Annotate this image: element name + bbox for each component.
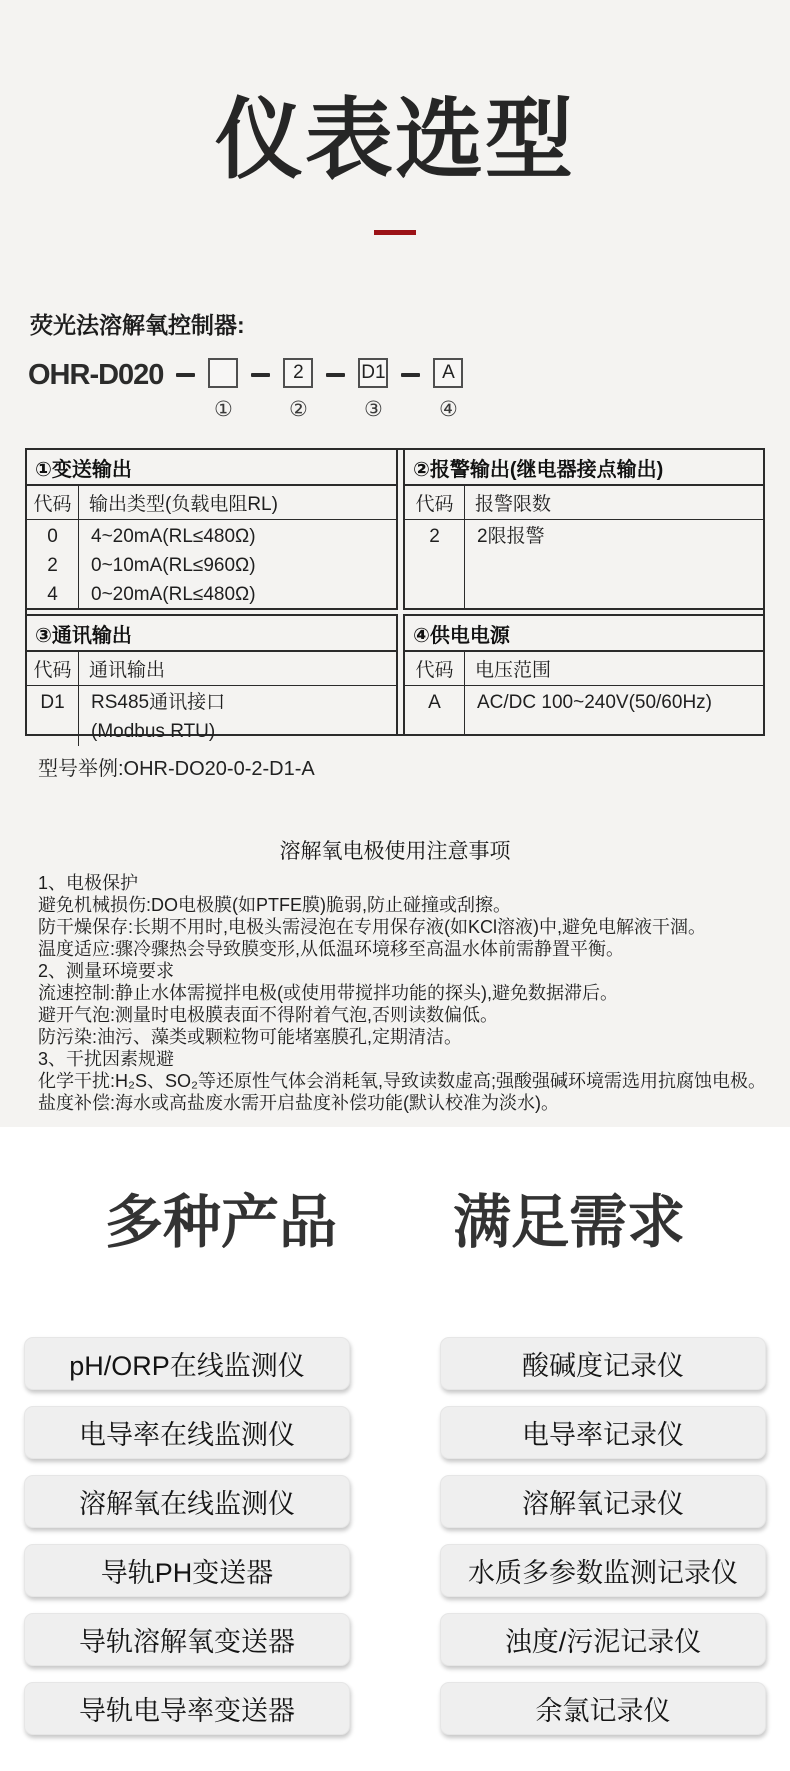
col-header-code: 代码 <box>27 652 79 685</box>
product-button-dissolved-oxygen-recorder[interactable]: 溶解氧记录仪 <box>440 1475 766 1528</box>
notes-line: 防污染:油污、藻类或颗粒物可能堵塞膜孔,定期清洁。 <box>38 1027 462 1047</box>
col-header-desc: 输出类型(负载电阻RL) <box>89 494 278 515</box>
spec-section-power-supply <box>403 614 763 734</box>
spec-section-alarm-output <box>403 450 763 610</box>
col-header-code: 代码 <box>405 652 465 685</box>
product-button-ph-orp-monitor[interactable]: pH/ORP在线监测仪 <box>24 1337 350 1390</box>
notes-body <box>38 872 766 1114</box>
value-cell: RS485通讯接口 <box>91 692 226 713</box>
code-cell: 2 <box>47 555 58 576</box>
notes-line: 防干燥保存:长期不用时,电极头需浸泡在专用保存液(如KCl溶液)中,避免电解液干涸。 <box>38 917 706 937</box>
model-code-box-3: D1 <box>358 358 388 388</box>
dash-separator-icon <box>251 373 270 377</box>
product-button-rail-ph-transmitter[interactable]: 导轨PH变送器 <box>24 1544 350 1597</box>
spec-table <box>25 448 765 742</box>
model-code-box-1 <box>208 358 238 388</box>
dash-separator-icon <box>401 373 420 377</box>
notes-line: 化学干扰:H₂S、SO₂等还原性气体会消耗氧,导致读数虚高;强酸强碱环境需选用抗腐蚀电极。 <box>38 1071 766 1091</box>
table-body <box>405 686 763 734</box>
column-header-row <box>27 486 396 520</box>
product-button-acidity-recorder[interactable]: 酸碱度记录仪 <box>440 1337 766 1390</box>
product-button-dissolved-oxygen-monitor[interactable]: 溶解氧在线监测仪 <box>24 1475 350 1528</box>
accent-underline <box>374 230 416 235</box>
code-cell: 0 <box>47 526 58 547</box>
product-button-residual-chlorine-recorder[interactable]: 余氯记录仪 <box>440 1682 766 1735</box>
col-header-code: 代码 <box>27 486 79 519</box>
page-title: 仪表选型 <box>214 90 575 189</box>
position-number-4: ④ <box>439 398 458 421</box>
product-button-conductivity-monitor[interactable]: 电导率在线监测仪 <box>24 1406 350 1459</box>
value-cell: (Modbus RTU) <box>91 721 216 742</box>
value-column <box>465 686 763 734</box>
section-title: ②报警输出(继电器接点输出) <box>405 450 763 486</box>
value-cell: 4~20mA(RL≤480Ω) <box>91 526 256 547</box>
col-header-code: 代码 <box>405 486 465 519</box>
column-header-row <box>27 652 396 686</box>
column-header-row <box>405 486 763 520</box>
notes-line: 3、干扰因素规避 <box>38 1049 175 1069</box>
position-number-1: ① <box>214 398 233 421</box>
table-body <box>27 520 396 609</box>
notes-line: 流速控制:静止水体需搅拌电极(或使用带搅拌功能的探头),避免数据滞后。 <box>38 983 618 1003</box>
section-title: ④供电电源 <box>405 616 763 652</box>
code-column <box>27 520 79 609</box>
col-header-desc: 电压范围 <box>475 660 552 681</box>
notes-line: 2、测量环境要求 <box>38 961 175 981</box>
notes-heading: 溶解氧电极使用注意事项 <box>279 840 511 863</box>
col-header-desc: 通讯输出 <box>89 660 166 681</box>
value-cell: AC/DC 100~240V(50/60Hz) <box>477 692 712 713</box>
model-example: 型号举例:OHR-DO20-0-2-D1-A <box>38 758 315 780</box>
dash-separator-icon <box>176 373 195 377</box>
notes-line: 1、电极保护 <box>38 873 139 893</box>
code-cell: 2 <box>429 526 440 547</box>
model-code-segment-4 <box>433 358 463 422</box>
product-button-multiparameter-recorder[interactable]: 水质多参数监测记录仪 <box>440 1544 766 1597</box>
product-button-rail-do-transmitter[interactable]: 导轨溶解氧变送器 <box>24 1613 350 1666</box>
notes-line: 温度适应:骤冷骤热会导致膜变形,从低温环境移至高温水体前需静置平衡。 <box>38 939 624 959</box>
model-code-line <box>28 358 790 422</box>
position-number-3: ③ <box>364 398 383 421</box>
model-code-prefix: OHR-D020 <box>28 359 164 391</box>
model-code-segment-3 <box>358 358 388 422</box>
position-number-2: ② <box>289 398 308 421</box>
col-header-desc: 报警限数 <box>475 494 552 515</box>
product-button-conductivity-recorder[interactable]: 电导率记录仪 <box>440 1406 766 1459</box>
model-code-box-2: 2 <box>283 358 313 388</box>
value-column <box>79 686 396 746</box>
value-cell: 0~20mA(RL≤480Ω) <box>91 584 256 605</box>
products-section <box>0 1127 790 1771</box>
notes-line: 避开气泡:测量时电极膜表面不得附着气泡,否则读数偏低。 <box>38 1005 498 1025</box>
table-body <box>405 520 763 608</box>
value-cell: 0~10mA(RL≤960Ω) <box>91 555 256 576</box>
notes-line: 避免机械损伤:DO电极膜(如PTFE膜)脆弱,防止碰撞或刮擦。 <box>38 895 511 915</box>
value-cell: 2限报警 <box>477 526 545 547</box>
code-column <box>27 686 79 746</box>
spec-section-transmit-output <box>27 450 398 610</box>
product-button-rail-conductivity-transmitter[interactable]: 导轨电导率变送器 <box>24 1682 350 1735</box>
code-cell: D1 <box>40 692 65 713</box>
spec-section-comm-output <box>27 614 398 742</box>
table-body <box>27 686 396 746</box>
notes-line: 盐度补偿:海水或高盐废水需开启盐度补偿功能(默认校准为淡水)。 <box>38 1093 559 1113</box>
model-code-segment-2 <box>283 358 313 422</box>
product-family-label: 荧光法溶解氧控制器: <box>30 312 245 338</box>
model-code-segment-1 <box>208 358 238 422</box>
dash-separator-icon <box>326 373 345 377</box>
model-code-box-4: A <box>433 358 463 388</box>
code-cell: 4 <box>47 584 58 605</box>
value-column <box>465 520 763 608</box>
value-column <box>79 520 396 609</box>
product-button-turbidity-sludge-recorder[interactable]: 浊度/污泥记录仪 <box>440 1613 766 1666</box>
code-column <box>405 520 465 608</box>
section-title: ③通讯输出 <box>27 616 396 652</box>
code-column <box>405 686 465 734</box>
section-title: ①变送输出 <box>27 450 396 486</box>
code-cell: A <box>428 692 441 713</box>
products-heading: 多种产品 满足需求 <box>104 1190 685 1255</box>
column-header-row <box>405 652 763 686</box>
product-grid <box>24 1337 766 1735</box>
